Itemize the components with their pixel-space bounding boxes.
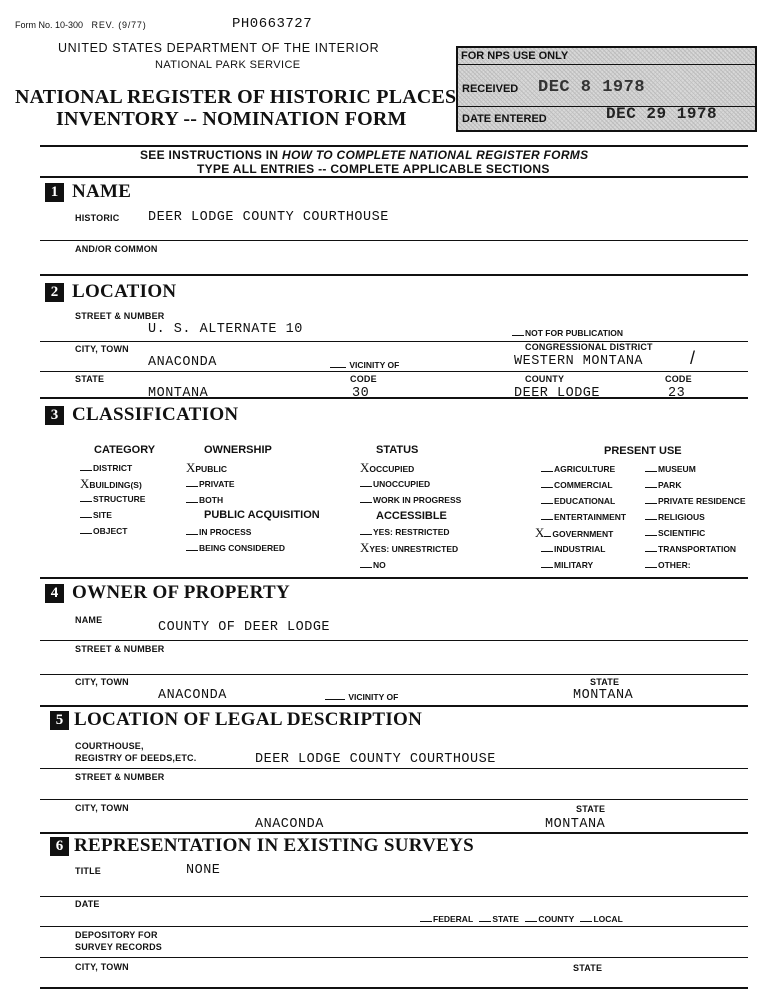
category-heading: CATEGORY bbox=[94, 444, 156, 456]
section-4-title: OWNER OF PROPERTY bbox=[72, 582, 291, 603]
industrial-label: INDUSTRIAL bbox=[554, 544, 606, 554]
private-residence-label: PRIVATE RESIDENCE bbox=[658, 496, 746, 506]
checkbox-military[interactable] bbox=[541, 560, 593, 570]
code-label: CODE bbox=[350, 374, 377, 384]
present-use-heading: PRESENT USE bbox=[604, 445, 682, 457]
location-row-clip bbox=[0, 386, 766, 397]
not-for-publication bbox=[512, 328, 623, 338]
checkbox-public[interactable] bbox=[186, 460, 227, 476]
courthouse-label-1: COURTHOUSE, bbox=[75, 741, 144, 751]
checkbox-yes-unrestricted[interactable] bbox=[360, 540, 458, 556]
checkbox-site[interactable] bbox=[80, 510, 112, 520]
section-3-number: 3 bbox=[45, 406, 64, 425]
owner-name-label: NAME bbox=[75, 615, 103, 625]
code-value: 30 bbox=[352, 386, 370, 397]
government-label: GOVERNMENT bbox=[552, 529, 614, 539]
survey-city-label: CITY, TOWN bbox=[75, 962, 129, 972]
yes-unrestricted-label: YES: UNRESTRICTED bbox=[369, 544, 459, 554]
checkbox-transportation[interactable] bbox=[645, 544, 736, 554]
county-option-label: COUNTY bbox=[538, 914, 575, 924]
government-mark: X bbox=[535, 525, 545, 540]
city-value: ANACONDA bbox=[148, 355, 217, 370]
checkbox-occupied[interactable] bbox=[360, 460, 414, 476]
congressional-value: WESTERN MONTANA bbox=[514, 354, 644, 369]
nps-heading: FOR NPS USE ONLY bbox=[461, 50, 569, 62]
checkbox-work-in-progress[interactable] bbox=[360, 495, 461, 505]
owner-city-value: ANACONDA bbox=[158, 688, 227, 703]
in-process-label: IN PROCESS bbox=[199, 527, 252, 537]
yes-restricted-label: YES: RESTRICTED bbox=[373, 527, 450, 537]
other-label: OTHER: bbox=[658, 560, 691, 570]
accessible-heading: ACCESSIBLE bbox=[376, 510, 447, 522]
survey-level-options bbox=[420, 914, 623, 924]
section-5-number: 5 bbox=[50, 711, 69, 730]
agriculture-label: AGRICULTURE bbox=[554, 464, 616, 474]
checkbox-buildings[interactable] bbox=[80, 476, 142, 492]
both-label: BOTH bbox=[199, 495, 224, 505]
checkbox-in-process[interactable] bbox=[186, 527, 251, 537]
revision-text: REV. (9/77) bbox=[91, 20, 147, 30]
checkbox-county[interactable] bbox=[525, 914, 574, 924]
received-label: RECEIVED bbox=[462, 83, 519, 95]
courthouse-label-2: REGISTRY OF DEEDS,ETC. bbox=[75, 753, 197, 763]
section-5-title: LOCATION OF LEGAL DESCRIPTION bbox=[74, 709, 423, 730]
commercial-label: COMMERCIAL bbox=[554, 480, 613, 490]
form-number bbox=[15, 20, 147, 30]
not-for-publication-label: NOT FOR PUBLICATION bbox=[525, 328, 624, 338]
checkbox-local[interactable] bbox=[580, 914, 622, 924]
religious-label: RELIGIOUS bbox=[658, 512, 705, 522]
buildings-mark: X bbox=[80, 476, 90, 491]
checkbox-agriculture[interactable] bbox=[541, 464, 615, 474]
instructions-line2: TYPE ALL ENTRIES -- COMPLETE APPLICABLE SECTIONS bbox=[197, 162, 550, 176]
owner-vicinity-of bbox=[325, 692, 398, 702]
department-name: UNITED STATES DEPARTMENT OF THE INTERIOR bbox=[58, 41, 380, 55]
local-label: LOCAL bbox=[593, 914, 623, 924]
owner-street-label: STREET & NUMBER bbox=[75, 644, 165, 654]
entertainment-label: ENTERTAINMENT bbox=[554, 512, 627, 522]
instructions-prefix: SEE INSTRUCTIONS IN bbox=[140, 148, 283, 162]
checkbox-park[interactable] bbox=[645, 480, 681, 490]
checkbox-object[interactable] bbox=[80, 526, 127, 536]
congressional-mark: / bbox=[690, 348, 696, 368]
form-title-line1: NATIONAL REGISTER OF HISTORIC PLACES bbox=[15, 86, 457, 108]
checkbox-government[interactable] bbox=[535, 525, 613, 541]
buildings-label: BUILDING(S) bbox=[89, 480, 142, 490]
survey-state-label: STATE bbox=[573, 963, 603, 973]
congressional-label: CONGRESSIONAL DISTRICT bbox=[525, 342, 653, 352]
checkbox-unoccupied[interactable] bbox=[360, 479, 430, 489]
checkbox-other[interactable] bbox=[645, 560, 691, 570]
site-label: SITE bbox=[93, 510, 112, 520]
section-1-number: 1 bbox=[45, 183, 64, 202]
checkbox-state[interactable] bbox=[479, 914, 519, 924]
instructions-line1 bbox=[140, 148, 588, 162]
county-label: COUNTY bbox=[525, 374, 565, 384]
checkbox-entertainment[interactable] bbox=[541, 512, 626, 522]
military-label: MILITARY bbox=[554, 560, 594, 570]
checkbox-private-residence[interactable] bbox=[645, 496, 746, 506]
checkbox-industrial[interactable] bbox=[541, 544, 605, 554]
section-2-title: LOCATION bbox=[72, 281, 177, 302]
checkbox-yes-restricted[interactable] bbox=[360, 527, 450, 537]
checkbox-private[interactable] bbox=[186, 479, 235, 489]
section-4-number: 4 bbox=[45, 584, 64, 603]
transportation-label: TRANSPORTATION bbox=[658, 544, 737, 554]
vicinity-of bbox=[330, 360, 399, 370]
checkbox-no[interactable] bbox=[360, 560, 386, 570]
instructions-italic: HOW TO COMPLETE NATIONAL REGISTER FORMS bbox=[282, 148, 589, 162]
checkbox-scientific[interactable] bbox=[645, 528, 705, 538]
nps-use-only-box bbox=[456, 46, 757, 132]
park-label: PARK bbox=[658, 480, 682, 490]
legal-state-label: STATE bbox=[576, 804, 606, 814]
yes-unrestricted-mark: X bbox=[360, 540, 370, 555]
checkbox-both[interactable] bbox=[186, 495, 223, 505]
occupied-label: OCCUPIED bbox=[369, 464, 415, 474]
work-in-progress-label: WORK IN PROGRESS bbox=[373, 495, 462, 505]
section-2-number: 2 bbox=[45, 283, 64, 302]
acquisition-heading: PUBLIC ACQUISITION bbox=[204, 509, 320, 521]
legal-city-label: CITY, TOWN bbox=[75, 803, 129, 813]
checkbox-being-considered[interactable] bbox=[186, 543, 285, 553]
code2-label: CODE bbox=[665, 374, 692, 384]
street-value: U. S. ALTERNATE 10 bbox=[148, 322, 303, 337]
legal-city-value: ANACONDA bbox=[255, 817, 324, 832]
depository-label-2: SURVEY RECORDS bbox=[75, 942, 162, 952]
occupied-mark: X bbox=[360, 460, 370, 475]
courthouse-value: DEER LODGE COUNTY COURTHOUSE bbox=[255, 752, 496, 767]
owner-name-value: COUNTY OF DEER LODGE bbox=[158, 620, 331, 635]
checkbox-structure[interactable] bbox=[80, 494, 145, 504]
survey-date-label: DATE bbox=[75, 899, 100, 909]
document-id: PH0663727 bbox=[232, 16, 313, 32]
depository-label-1: DEPOSITORY FOR bbox=[75, 930, 158, 940]
district-label: DISTRICT bbox=[93, 463, 133, 473]
museum-label: MUSEUM bbox=[658, 464, 696, 474]
service-name: NATIONAL PARK SERVICE bbox=[155, 59, 301, 71]
form-number-text: Form No. 10-300 bbox=[15, 20, 84, 30]
owner-vicinity-label: VICINITY OF bbox=[348, 692, 399, 702]
section-6-number: 6 bbox=[50, 837, 69, 856]
checkbox-district[interactable] bbox=[80, 463, 132, 473]
section-3-title: CLASSIFICATION bbox=[72, 404, 239, 425]
owner-state-label: STATE bbox=[590, 677, 620, 687]
federal-label: FEDERAL bbox=[433, 914, 473, 924]
public-mark: X bbox=[186, 460, 196, 475]
city-label: CITY, TOWN bbox=[75, 344, 129, 354]
county-value: DEER LODGE bbox=[514, 386, 601, 397]
unoccupied-label: UNOCCUPIED bbox=[373, 479, 431, 489]
received-stamp: DEC 8 1978 bbox=[538, 78, 646, 97]
checkbox-religious[interactable] bbox=[645, 512, 705, 522]
legal-street-label: STREET & NUMBER bbox=[75, 772, 165, 782]
vicinity-label: VICINITY OF bbox=[349, 360, 400, 370]
checkbox-commercial[interactable] bbox=[541, 480, 613, 490]
being-considered-label: BEING CONSIDERED bbox=[199, 543, 285, 553]
structure-label: STRUCTURE bbox=[93, 494, 146, 504]
street-label: STREET & NUMBER bbox=[75, 311, 165, 321]
form-title-line2: INVENTORY -- NOMINATION FORM bbox=[56, 108, 407, 130]
owner-state-value: MONTANA bbox=[573, 688, 634, 703]
state-label: STATE bbox=[75, 374, 105, 384]
historic-label: HISTORIC bbox=[75, 213, 120, 223]
survey-title-label: TITLE bbox=[75, 866, 101, 876]
state-option-label: STATE bbox=[492, 914, 519, 924]
public-label: PUBLIC bbox=[195, 464, 228, 474]
state-value: MONTANA bbox=[148, 386, 209, 397]
educational-label: EDUCATIONAL bbox=[554, 496, 616, 506]
checkbox-museum[interactable] bbox=[645, 464, 696, 474]
historic-value: DEER LODGE COUNTY COURTHOUSE bbox=[148, 210, 389, 225]
owner-city-label: CITY, TOWN bbox=[75, 677, 129, 687]
code2-value: 23 bbox=[668, 386, 686, 397]
section-6-title: REPRESENTATION IN EXISTING SURVEYS bbox=[74, 835, 475, 856]
checkbox-educational[interactable] bbox=[541, 496, 615, 506]
status-heading: STATUS bbox=[376, 444, 419, 456]
object-label: OBJECT bbox=[93, 526, 128, 536]
legal-state-value: MONTANA bbox=[545, 817, 606, 832]
private-label: PRIVATE bbox=[199, 479, 235, 489]
no-label: NO bbox=[373, 560, 386, 570]
section-1-title: NAME bbox=[72, 181, 132, 202]
common-label: AND/OR COMMON bbox=[75, 244, 158, 254]
date-entered-label: DATE ENTERED bbox=[462, 113, 547, 125]
date-entered-stamp: DEC 29 1978 bbox=[606, 105, 718, 123]
survey-title-value: NONE bbox=[186, 863, 221, 878]
scientific-label: SCIENTIFIC bbox=[658, 528, 706, 538]
checkbox-federal[interactable] bbox=[420, 914, 473, 924]
ownership-heading: OWNERSHIP bbox=[204, 444, 272, 456]
